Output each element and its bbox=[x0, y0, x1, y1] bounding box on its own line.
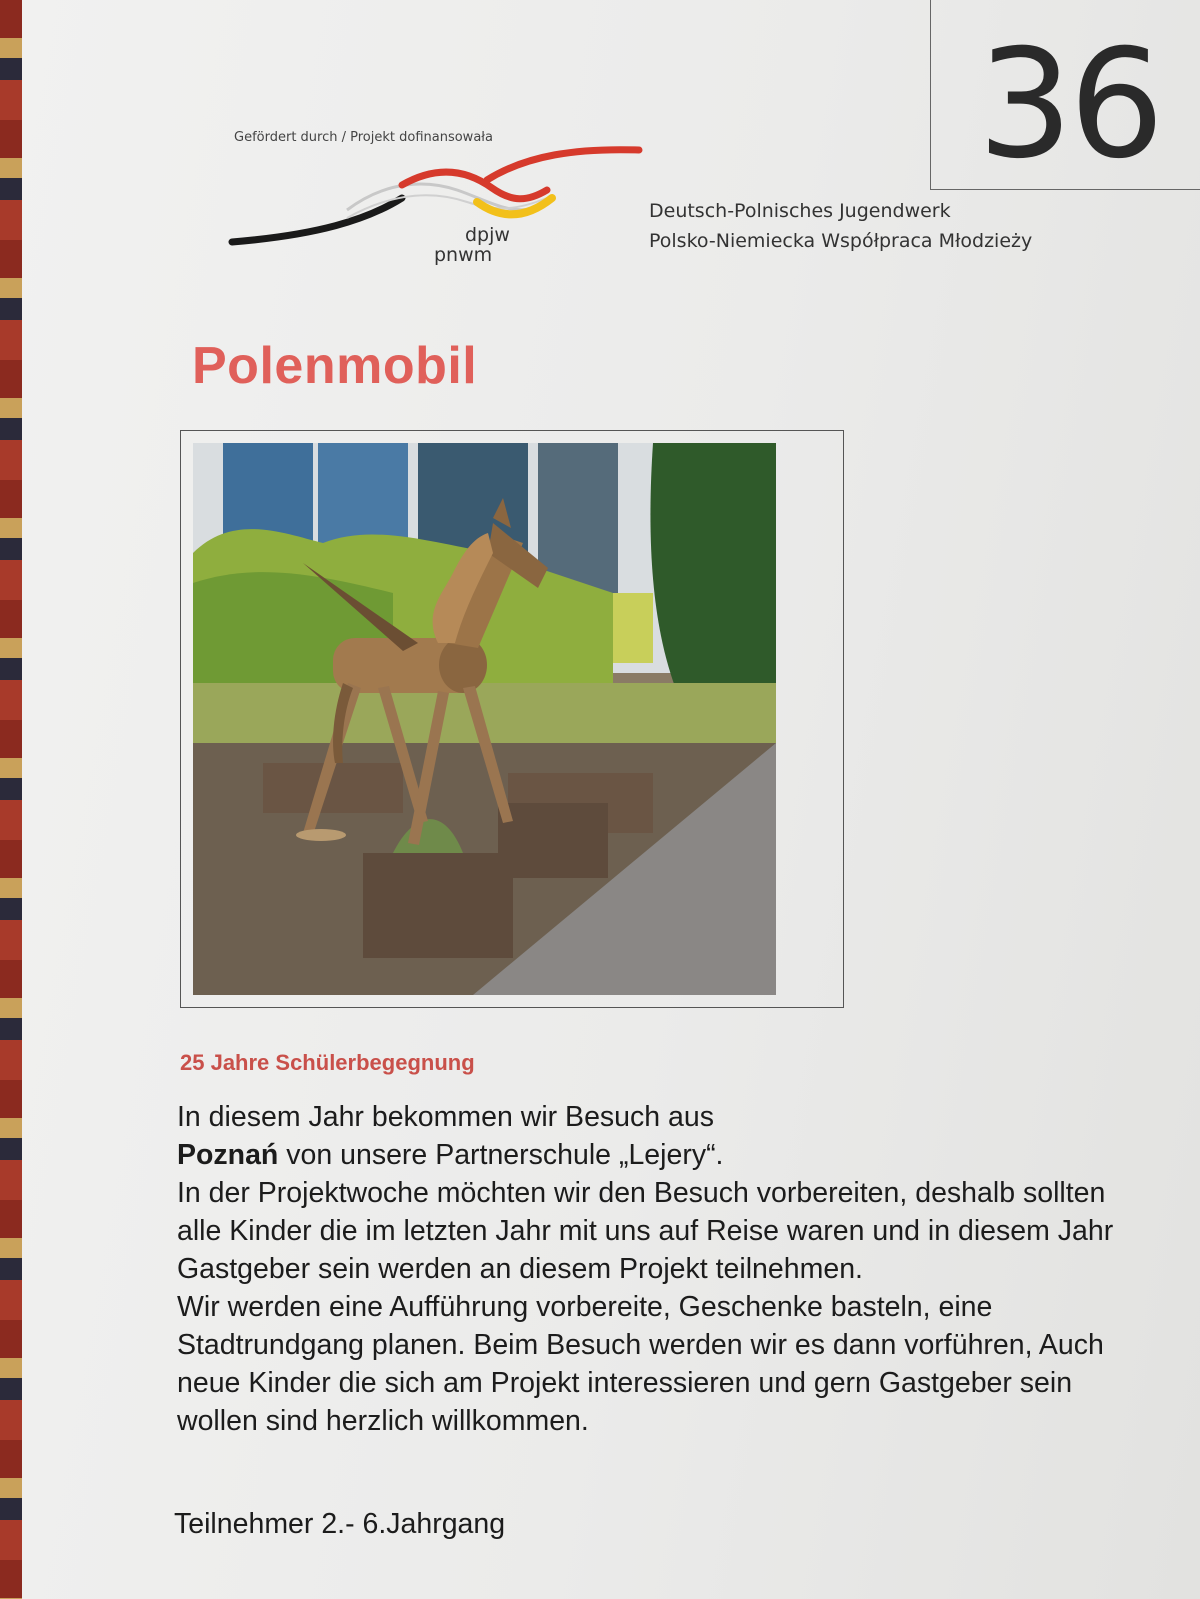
body-paragraph-2: In der Projektwoche möchten wir den Besuch vorbereiten, deshalb sollten alle Kinder die im letzten Jahr mit uns auf Reise waren und in diesem Jahr Gastgeber sein werden an diesem Projekt teilnehmen. bbox=[177, 1177, 1114, 1285]
logo-text-pnwm: pnwm bbox=[434, 244, 493, 266]
page-number-box bbox=[930, 0, 1200, 190]
body-city: Poznań bbox=[177, 1139, 279, 1171]
organization-name-german: Deutsch-Polnisches Jugendwerk bbox=[649, 200, 951, 222]
page-number: 36 bbox=[977, 18, 1161, 192]
section-subtitle: 25 Jahre Schülerbegegnung bbox=[180, 1050, 475, 1075]
body-line-1: In diesem Jahr bekommen wir Besuch aus bbox=[177, 1101, 714, 1133]
body-line-2 bbox=[177, 1136, 1117, 1174]
document-page bbox=[22, 0, 1200, 1599]
participants-footer: Teilnehmer 2.- 6.Jahrgang bbox=[174, 1508, 506, 1540]
photo-wooden-horse bbox=[193, 443, 776, 995]
logo-text-dpjw: dpjw bbox=[465, 224, 510, 246]
photo-frame bbox=[180, 430, 844, 1008]
body-text bbox=[177, 1098, 1117, 1440]
dpjw-logo-swoosh bbox=[227, 140, 647, 250]
body-paragraph-3: Wir werden eine Aufführung vorbereite, Geschenke basteln, eine Stadtrundgang planen. Beim Besuch werden wir es dann vorführen, Auch neue Kinder die sich am Projekt interessieren und gern Gastgeber sein wollen sind herzlich willkommen. bbox=[177, 1291, 1104, 1437]
funded-by-label: Gefördert durch / Projekt dofinansowała bbox=[234, 130, 493, 145]
organization-name-polish: Polsko-Niemiecka Współpraca Młodzieży bbox=[649, 230, 1033, 252]
wooden-horse-illustration bbox=[193, 443, 776, 995]
body-line-2-rest: von unsere Partnerschule „Lejery“. bbox=[278, 1139, 724, 1171]
page-title: Polenmobil bbox=[192, 337, 478, 395]
